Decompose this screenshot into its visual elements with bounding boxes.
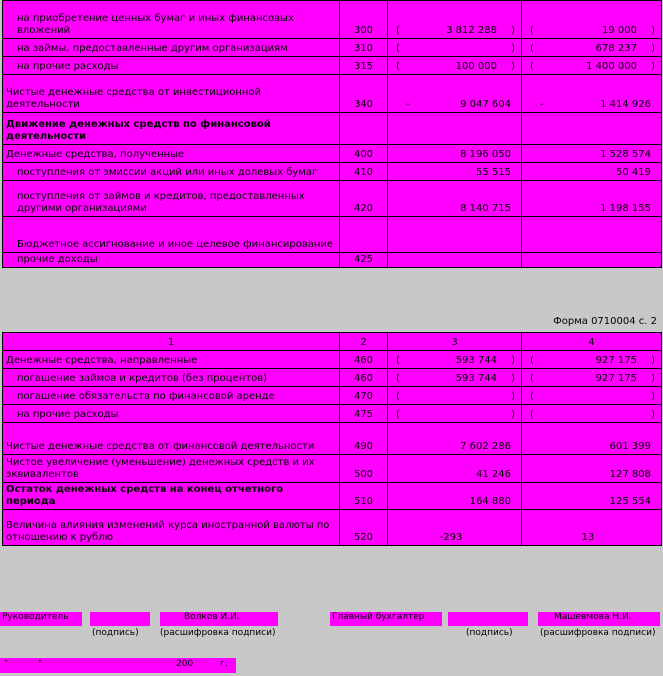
paren-open: ( bbox=[530, 61, 534, 72]
paren-close: ) bbox=[511, 409, 515, 420]
value-text bbox=[497, 391, 511, 402]
head-sign-caption: (подпись) bbox=[92, 628, 139, 638]
row-name: Остаток денежных средств на конец отчетного периода bbox=[3, 483, 340, 510]
date-open-quote: " bbox=[4, 659, 9, 669]
paren-close: ) bbox=[511, 43, 515, 54]
row-code: 510 bbox=[340, 483, 388, 510]
paren-open: ( bbox=[396, 61, 400, 72]
value-text: 927 175 bbox=[595, 355, 637, 366]
row-code: 310 bbox=[340, 39, 388, 57]
row-code: 490 bbox=[340, 423, 388, 455]
value-text: 1 414 926 bbox=[600, 99, 651, 110]
date-year: 200 bbox=[176, 659, 194, 669]
accountant-label: Главный бухгалтер bbox=[332, 612, 425, 622]
row-name: Чистые денежные средства от финансовой деятельности bbox=[3, 423, 340, 455]
value-text: -293 bbox=[439, 532, 463, 543]
row-code: 400 bbox=[340, 145, 388, 163]
col-2-header: 2 bbox=[340, 333, 388, 351]
paren-close: ) bbox=[651, 25, 655, 36]
row-value-v3 bbox=[388, 181, 522, 217]
value-text: 164 880 bbox=[469, 496, 511, 507]
row-value-v4 bbox=[522, 369, 662, 387]
row-code: 315 bbox=[340, 57, 388, 75]
table-row bbox=[3, 455, 662, 483]
paren-close: ) bbox=[511, 355, 515, 366]
paren-open: ( bbox=[396, 25, 400, 36]
row-name: Величина влияния изменений курса иностранной валюты по отношению к рублю bbox=[3, 510, 340, 546]
table-row bbox=[3, 217, 662, 253]
row-value-v4 bbox=[522, 181, 662, 217]
row-value-v3 bbox=[388, 405, 522, 423]
head-name: Волков И.И. bbox=[184, 612, 240, 622]
row-value-v3 bbox=[388, 510, 522, 546]
column-number-row bbox=[3, 333, 662, 351]
row-code: 410 bbox=[340, 163, 388, 181]
paren-close: ) bbox=[511, 391, 515, 402]
cashflow-table-bottom bbox=[2, 332, 662, 546]
row-value-v4 bbox=[522, 483, 662, 510]
table-row bbox=[3, 113, 662, 145]
paren-close: ) bbox=[651, 391, 655, 402]
accountant-label-cell bbox=[330, 612, 442, 626]
date-cell[interactable] bbox=[0, 658, 236, 673]
value-text: 601 399 bbox=[609, 441, 651, 452]
paren-close: ) bbox=[651, 61, 655, 72]
row-value-v4 bbox=[522, 39, 662, 57]
value-text bbox=[497, 409, 511, 420]
value-text: 678 237 bbox=[595, 43, 637, 54]
paren-open: ( bbox=[396, 373, 400, 384]
row-name: Чистое увеличение (уменьшение) денежных средств и их эквивалентов bbox=[3, 455, 340, 483]
value-text: 41 246 bbox=[476, 469, 511, 480]
table-row bbox=[3, 181, 662, 217]
accountant-name: Машевмова Н.И. bbox=[554, 612, 632, 622]
value-text: 8 140 715 bbox=[460, 203, 511, 214]
row-name: на приобретение ценных бумаг и иных финансовых вложений bbox=[3, 1, 340, 39]
row-value-v4 bbox=[522, 351, 662, 369]
row-value-v4 bbox=[522, 405, 662, 423]
row-value-v3 bbox=[388, 423, 522, 455]
value-text bbox=[637, 409, 651, 420]
paren-close: ) bbox=[511, 25, 515, 36]
value-text: 8 196 050 bbox=[460, 149, 511, 160]
value-text: 125 554 bbox=[609, 496, 651, 507]
row-name: погашение займов и кредитов (без процентов) bbox=[3, 369, 340, 387]
value-text: 593 744 bbox=[455, 355, 497, 366]
value-text: 7 602 286 bbox=[460, 441, 511, 452]
row-value-v3 bbox=[388, 1, 522, 39]
row-value-v3 bbox=[388, 351, 522, 369]
paren-open: ( bbox=[530, 43, 534, 54]
top-table-section bbox=[2, 0, 661, 268]
page-break-band bbox=[0, 286, 663, 332]
row-value-v3 bbox=[388, 145, 522, 163]
row-code bbox=[340, 113, 388, 145]
row-value-v3 bbox=[388, 57, 522, 75]
paren-open: ( bbox=[530, 355, 534, 366]
row-code: 460 bbox=[340, 351, 388, 369]
bottom-table-section bbox=[2, 332, 661, 546]
accountant-name-cell bbox=[538, 612, 660, 626]
row-value-v3 bbox=[388, 369, 522, 387]
row-name: на займы, предоставленные другим организациям bbox=[3, 39, 340, 57]
col-3-header: 3 bbox=[388, 333, 522, 351]
paren-close: ) bbox=[651, 373, 655, 384]
cashflow-table-top bbox=[2, 0, 662, 268]
head-decode-caption: (расшифровка подписи) bbox=[160, 628, 276, 638]
date-suffix: г. bbox=[220, 659, 228, 669]
paren-open: ( bbox=[396, 391, 400, 402]
form-number-label: Форма 0710004 с. 2 bbox=[553, 316, 657, 327]
paren-close: ) bbox=[511, 61, 515, 72]
row-name: на прочие расходы bbox=[3, 57, 340, 75]
value-text: 1 528 574 bbox=[600, 149, 651, 160]
row-value-v3 bbox=[388, 113, 522, 145]
row-code: 520 bbox=[340, 510, 388, 546]
value-text: 100 000 bbox=[455, 61, 497, 72]
table-row bbox=[3, 1, 662, 39]
value-text: 127 808 bbox=[609, 469, 651, 480]
row-value-v4 bbox=[522, 75, 662, 113]
value-text: 50 419 bbox=[616, 167, 651, 178]
dash-mark: - bbox=[406, 99, 410, 110]
value-text: 593 744 bbox=[455, 373, 497, 384]
row-value-v4 bbox=[522, 253, 662, 268]
row-value-v3 bbox=[388, 387, 522, 405]
table-row bbox=[3, 405, 662, 423]
row-value-v3 bbox=[388, 39, 522, 57]
value-text: 9 047 604 bbox=[460, 99, 511, 110]
col-4-header: 4 bbox=[522, 333, 662, 351]
row-value-v3 bbox=[388, 455, 522, 483]
head-name-cell bbox=[160, 612, 278, 626]
row-value-v3 bbox=[388, 163, 522, 181]
row-value-v3 bbox=[388, 217, 522, 253]
table-row bbox=[3, 387, 662, 405]
table-row bbox=[3, 351, 662, 369]
row-code: 300 bbox=[340, 1, 388, 39]
row-value-v4 bbox=[522, 1, 662, 39]
row-name: Движение денежных средств по финансовой деятельности bbox=[3, 113, 340, 145]
col-1-header: 1 bbox=[3, 333, 340, 351]
value-text: 1 400 000 bbox=[586, 61, 637, 72]
value-text: 19 000 bbox=[602, 25, 637, 36]
row-code: 425 bbox=[340, 253, 388, 268]
head-label: Руководитель bbox=[2, 612, 69, 622]
table-row bbox=[3, 369, 662, 387]
row-value-v4 bbox=[522, 217, 662, 253]
value-text: 927 175 bbox=[595, 373, 637, 384]
row-name: поступления от займов и кредитов, предоставленных другими организациями bbox=[3, 181, 340, 217]
head-label-cell bbox=[0, 612, 82, 626]
table-row bbox=[3, 145, 662, 163]
table-row bbox=[3, 57, 662, 75]
row-name: Денежные средства, направленные bbox=[3, 351, 340, 369]
row-value-v4 bbox=[522, 387, 662, 405]
paren-open: ( bbox=[396, 43, 400, 54]
row-name: Денежные средства, полученные bbox=[3, 145, 340, 163]
row-value-v4 bbox=[522, 163, 662, 181]
table-row bbox=[3, 483, 662, 510]
value-text: 55 515 bbox=[476, 167, 511, 178]
value-text: 1 198 155 bbox=[600, 203, 651, 214]
row-value-v3 bbox=[388, 253, 522, 268]
row-value-v4 bbox=[522, 423, 662, 455]
table-row bbox=[3, 510, 662, 546]
paren-close: ) bbox=[651, 43, 655, 54]
row-name: прочие доходы bbox=[3, 253, 340, 268]
value-text bbox=[637, 391, 651, 402]
value-text: 3 812 288 bbox=[446, 25, 497, 36]
table-row bbox=[3, 253, 662, 268]
row-code: 470 bbox=[340, 387, 388, 405]
row-name: Бюджетное ассигнование и иное целевое финансирование bbox=[3, 217, 340, 253]
paren-open: ( bbox=[530, 391, 534, 402]
date-close-quote: " bbox=[38, 659, 43, 669]
value-text: 13 bbox=[581, 532, 595, 543]
paren-open: ( bbox=[396, 409, 400, 420]
value-text bbox=[497, 43, 511, 54]
row-value-v3 bbox=[388, 483, 522, 510]
row-value-v3 bbox=[388, 75, 522, 113]
paren-close: ) bbox=[651, 409, 655, 420]
accountant-sign-line[interactable] bbox=[448, 612, 528, 626]
paren-open: ( bbox=[530, 373, 534, 384]
row-value-v4 bbox=[522, 455, 662, 483]
head-sign-line[interactable] bbox=[90, 612, 150, 626]
row-value-v4 bbox=[522, 57, 662, 75]
row-code bbox=[340, 217, 388, 253]
row-name: на прочие расходы bbox=[3, 405, 340, 423]
row-code: 340 bbox=[340, 75, 388, 113]
row-value-v4 bbox=[522, 145, 662, 163]
row-name: поступления от эмиссии акций или иных долевых бумаг bbox=[3, 163, 340, 181]
dash-mark: - bbox=[540, 99, 544, 110]
row-name: погашение обязательств по финансовой аренде bbox=[3, 387, 340, 405]
row-code: 460 bbox=[340, 369, 388, 387]
table-row bbox=[3, 75, 662, 113]
table-row bbox=[3, 163, 662, 181]
paren-open: ( bbox=[530, 409, 534, 420]
paren-close: ) bbox=[511, 373, 515, 384]
table-row bbox=[3, 423, 662, 455]
paren-open: ( bbox=[396, 355, 400, 366]
accountant-sign-caption: (подпись) bbox=[466, 628, 513, 638]
row-code: 475 bbox=[340, 405, 388, 423]
row-name: Чистые денежные средства от инвестиционной деятельности bbox=[3, 75, 340, 113]
row-code: 500 bbox=[340, 455, 388, 483]
row-value-v4 bbox=[522, 510, 662, 546]
row-value-v4 bbox=[522, 113, 662, 145]
table-row bbox=[3, 39, 662, 57]
paren-close: ) bbox=[651, 355, 655, 366]
paren-open: ( bbox=[530, 25, 534, 36]
row-code: 420 bbox=[340, 181, 388, 217]
accountant-decode-caption: (расшифровка подписи) bbox=[540, 628, 656, 638]
